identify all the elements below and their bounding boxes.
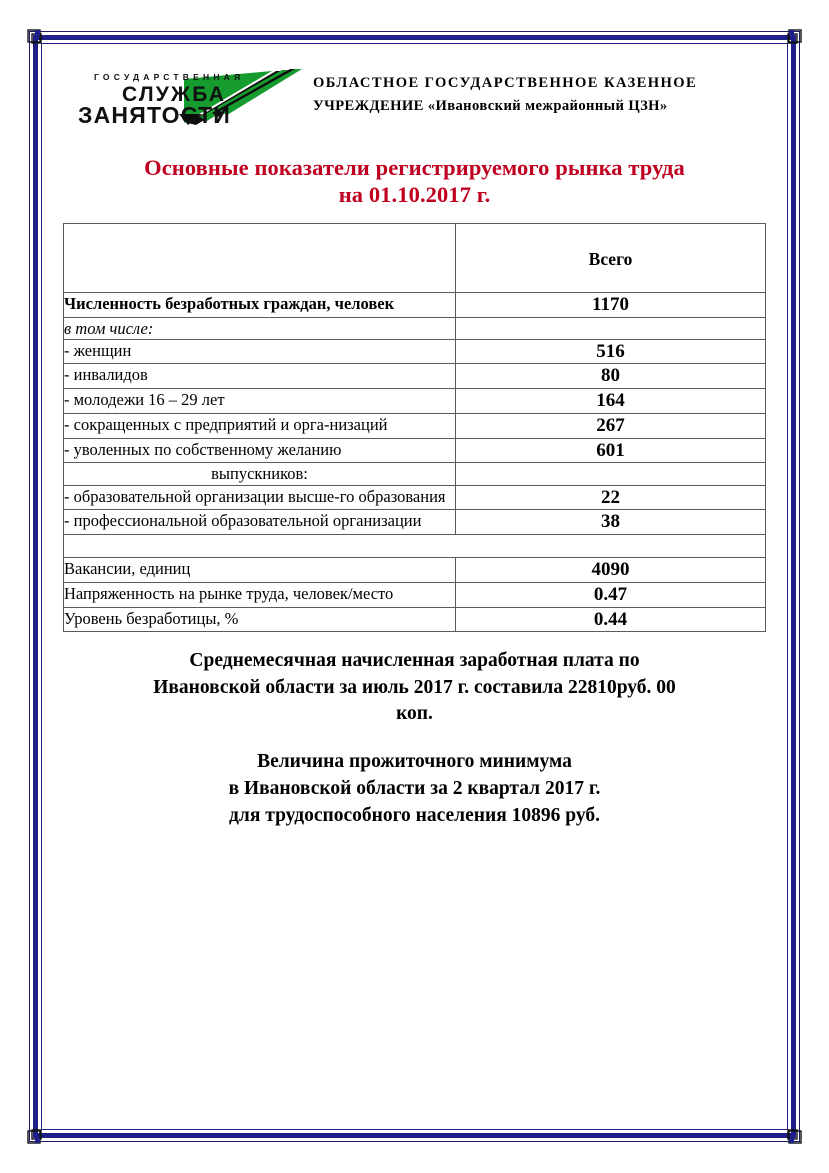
table-row: [64, 558, 766, 583]
corner-ornament-bottom-left: [27, 1124, 47, 1144]
table-row: [64, 317, 766, 339]
row-value-including: [456, 317, 766, 339]
row-value-vacancies: 4090: [456, 558, 766, 583]
table-row: [64, 510, 766, 535]
document-header: [48, 52, 781, 140]
document-footer: [48, 648, 781, 830]
table-row: [64, 607, 766, 632]
average-salary-note-line2: Ивановской области за июль 2017 г. составила 22810руб. 00: [153, 676, 676, 698]
svg-text:СЛУЖБА: СЛУЖБА: [122, 83, 227, 106]
row-label-higher-education: - образовательной организации высше-го образования: [64, 485, 456, 510]
column-header-total: Всего: [588, 248, 633, 269]
page-title-line1: Основные показатели регистрируемого рынка труда: [144, 155, 685, 180]
average-salary-note-line1: Среднемесячная начисленная заработная плата по: [189, 650, 640, 672]
row-label-vacancies: Вакансии, единиц: [64, 558, 456, 583]
table-header-total-cell: [456, 223, 766, 292]
table-row: [64, 292, 766, 317]
row-label-laid-off: - сокращенных с предприятий и орга-низаций: [64, 413, 456, 438]
corner-ornament-top-right: [782, 29, 802, 49]
row-label-vocational-education: - профессиональной образовательной организации: [64, 510, 456, 535]
table-row: [64, 485, 766, 510]
row-label-women: - женщин: [64, 339, 456, 364]
row-label-including: в том числе:: [64, 317, 456, 339]
row-value-disabled: 80: [456, 364, 766, 389]
row-value-voluntary-quit: 601: [456, 438, 766, 463]
organization-name-line1: ОБЛАСТНОЕ ГОСУДАРСТВЕННОЕ КАЗЕННОЕ: [313, 75, 698, 91]
row-value-youth: 164: [456, 389, 766, 414]
table-row: [64, 413, 766, 438]
table-row: [64, 339, 766, 364]
corner-ornament-bottom-right: [782, 1124, 802, 1144]
row-value-labour-tension: 0.47: [456, 582, 766, 607]
table-row: [64, 389, 766, 414]
average-salary-note: [48, 648, 781, 727]
subsistence-minimum-note: [48, 749, 781, 830]
row-label-unemployed-total: Численность безработных граждан, человек: [64, 292, 456, 317]
row-label-voluntary-quit: - уволенных по собственному желанию: [64, 438, 456, 463]
organization-name-line2: УЧРЕЖДЕНИЕ «Ивановский межрайонный ЦЗН»: [313, 97, 668, 114]
row-label-youth: - молодежи 16 – 29 лет: [64, 389, 456, 414]
row-value-graduates-heading: [456, 463, 766, 485]
table-row: [64, 438, 766, 463]
indicators-table-wrapper: [48, 223, 781, 632]
row-value-unemployed-total: 1170: [456, 292, 766, 317]
row-label-unemployment-rate: Уровень безработицы, %: [64, 607, 456, 632]
logo-svg: [76, 67, 304, 129]
indicators-table-body: [64, 223, 766, 631]
table-header-label-cell: [64, 223, 456, 292]
employment-service-logo: [48, 62, 313, 129]
row-value-laid-off: 267: [456, 413, 766, 438]
row-label-labour-tension: Напряженность на рынке труда, человек/место: [64, 582, 456, 607]
organization-name: [313, 62, 781, 117]
logo-graphic: [76, 67, 304, 129]
svg-text:ГОСУДАРСТВЕННАЯ: ГОСУДАРСТВЕННАЯ: [94, 72, 245, 82]
page-title: [48, 154, 781, 209]
row-label-disabled: - инвалидов: [64, 364, 456, 389]
page-title-line2: на 01.10.2017 г.: [338, 182, 491, 208]
table-row: [64, 364, 766, 389]
indicators-table: [63, 223, 766, 632]
row-value-vocational-education: 38: [456, 510, 766, 535]
table-spacer-row: [64, 535, 766, 558]
row-value-unemployment-rate: 0.44: [456, 607, 766, 632]
table-header-row: [64, 223, 766, 292]
subsistence-minimum-note-line1: Величина прожиточного минимума: [257, 751, 572, 773]
subsistence-minimum-note-line2: в Ивановской области за 2 квартал 2017 г.: [228, 778, 601, 800]
table-spacer-cell: [64, 535, 766, 558]
table-row: [64, 582, 766, 607]
row-value-higher-education: 22: [456, 485, 766, 510]
average-salary-note-line3: коп.: [396, 702, 433, 724]
table-row: [64, 463, 766, 485]
subsistence-minimum-note-line3: для трудоспособного населения 10896 руб.: [229, 805, 600, 827]
document-content: [48, 52, 781, 1121]
corner-ornament-top-left: [27, 29, 47, 49]
row-value-women: 516: [456, 339, 766, 364]
svg-text:ЗАНЯТОСТИ: ЗАНЯТОСТИ: [78, 102, 231, 128]
row-label-graduates-heading: выпускников:: [64, 463, 456, 485]
